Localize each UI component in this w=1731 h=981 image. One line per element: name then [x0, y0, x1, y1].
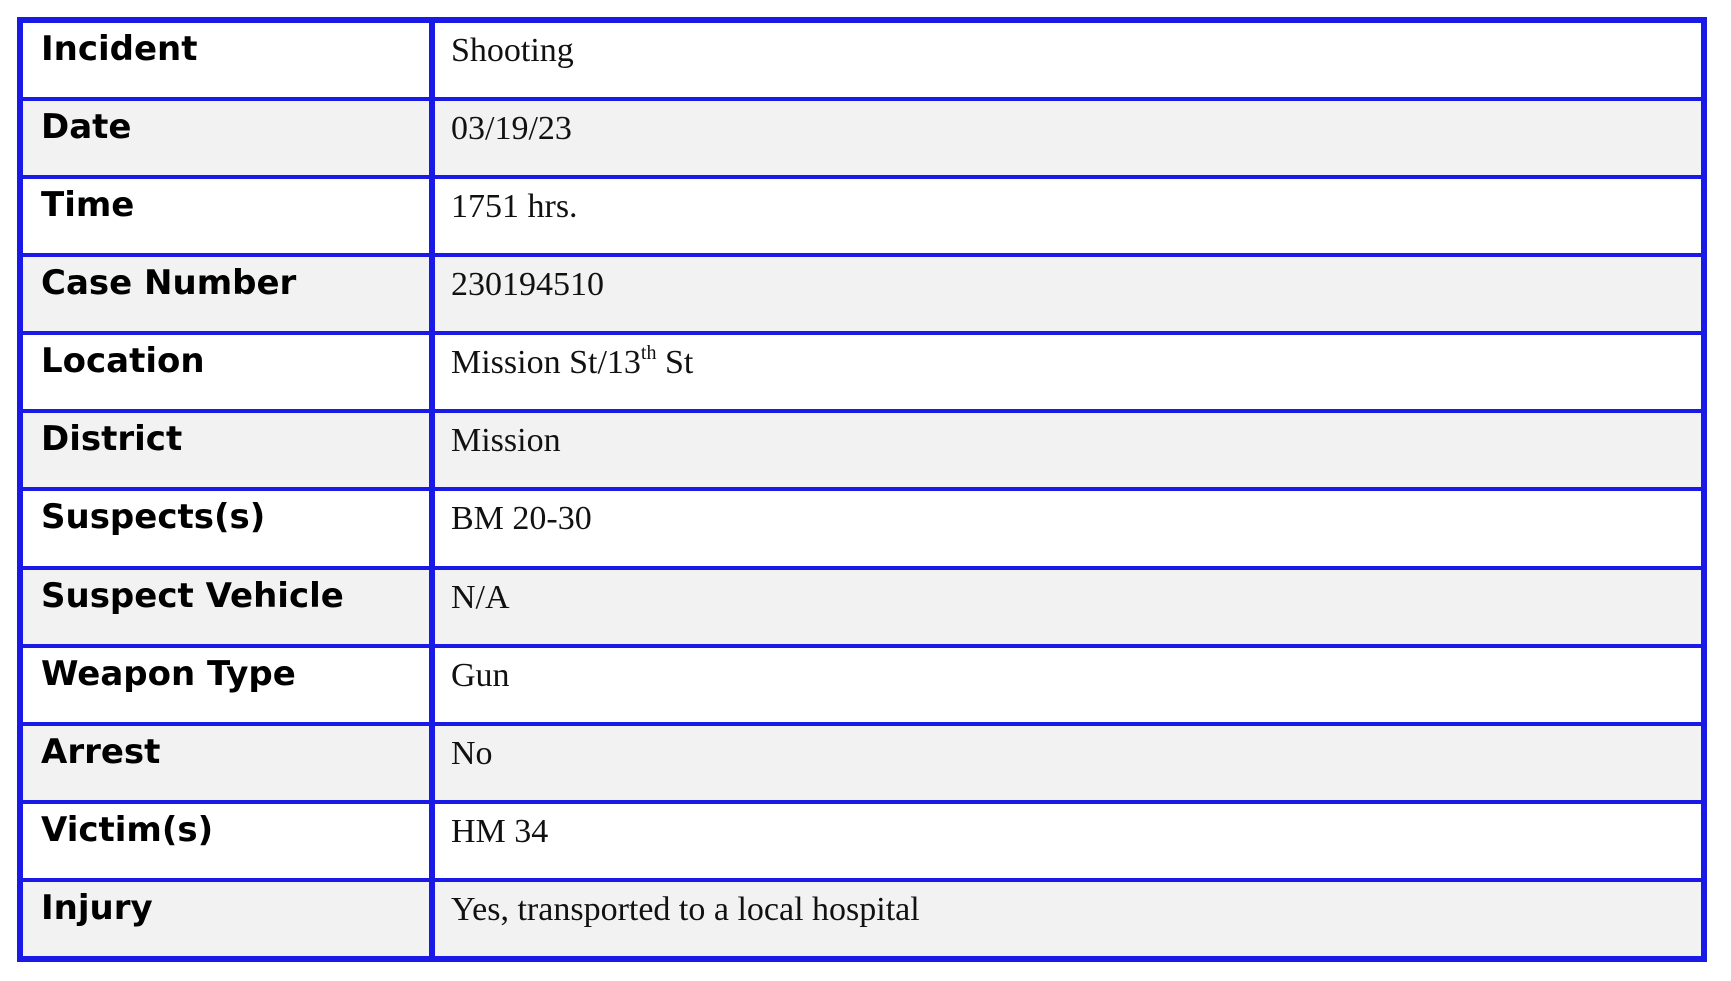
table-row-case-number	[23, 253, 1701, 331]
table-row-arrest	[23, 722, 1701, 800]
row-label: Arrest	[23, 726, 435, 800]
ordinal-suffix: th	[640, 342, 657, 365]
row-label: Injury	[23, 882, 435, 956]
table-row-location	[23, 331, 1701, 409]
row-label: Suspects(s)	[23, 491, 435, 565]
row-value: 1751 hrs.	[435, 179, 1701, 253]
row-label: Suspect Vehicle	[23, 570, 435, 644]
row-value: 03/19/23	[435, 101, 1701, 175]
row-value: No	[435, 726, 1701, 800]
row-label: Victim(s)	[23, 804, 435, 878]
location-suffix: St	[656, 344, 694, 382]
row-value: 230194510	[435, 257, 1701, 331]
table-row-date	[23, 97, 1701, 175]
row-value: N/A	[435, 570, 1701, 644]
table-row-victims	[23, 800, 1701, 878]
table-row-weapon-type	[23, 644, 1701, 722]
row-value	[435, 335, 1701, 409]
table-row-suspects	[23, 487, 1701, 565]
table-row-incident	[23, 23, 1701, 97]
row-label: Time	[23, 179, 435, 253]
row-label: District	[23, 413, 435, 487]
row-value: Mission	[435, 413, 1701, 487]
incident-summary-table	[17, 17, 1707, 962]
row-value: HM 34	[435, 804, 1701, 878]
row-label: Location	[23, 335, 435, 409]
table-row-district	[23, 409, 1701, 487]
table-row-injury	[23, 878, 1701, 956]
row-value: BM 20-30	[435, 491, 1701, 565]
row-label: Date	[23, 101, 435, 175]
table-row-suspect-vehicle	[23, 566, 1701, 644]
row-value: Shooting	[435, 23, 1701, 97]
row-label: Case Number	[23, 257, 435, 331]
row-label: Incident	[23, 23, 435, 97]
row-label: Weapon Type	[23, 648, 435, 722]
location-street: Mission St/13	[451, 344, 641, 382]
row-value: Yes, transported to a local hospital	[435, 882, 1701, 956]
table-row-time	[23, 175, 1701, 253]
row-value: Gun	[435, 648, 1701, 722]
